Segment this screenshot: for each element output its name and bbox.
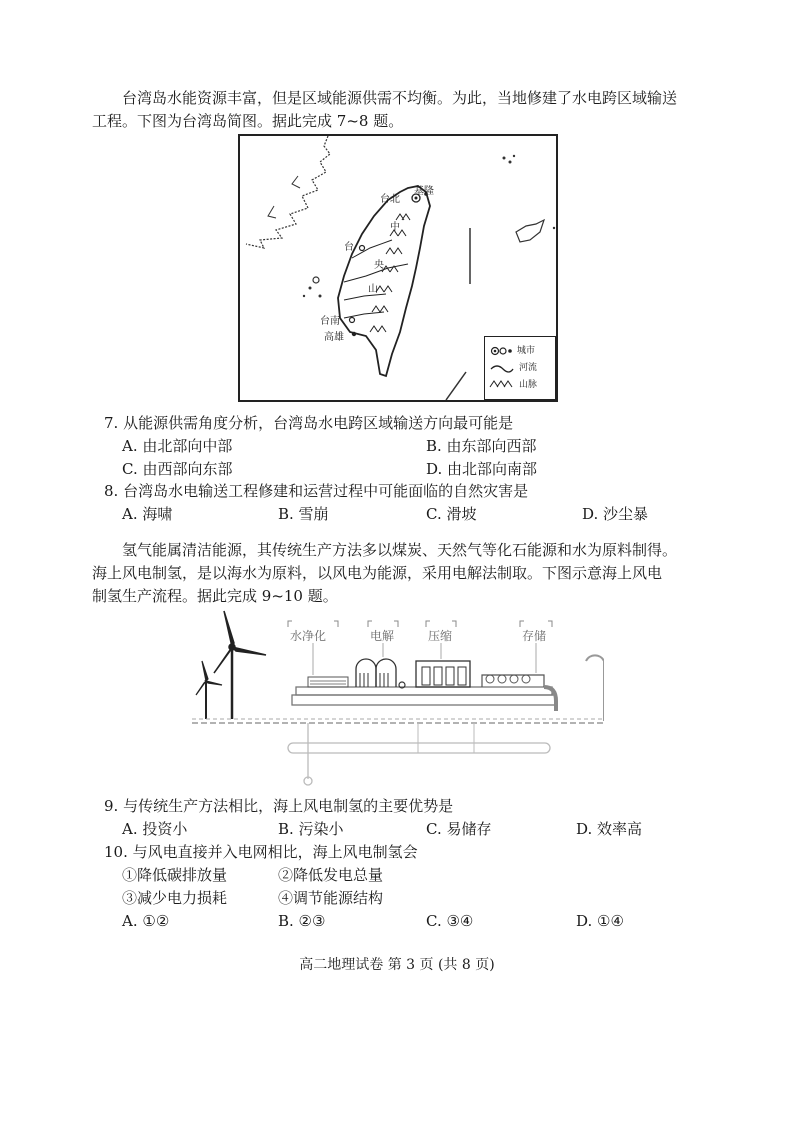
intro-text-line: 制氢生产流程。据此完成 9~10 题。 bbox=[92, 587, 338, 605]
map-label-mountain-1: 央 bbox=[374, 260, 384, 271]
step-storage: 存储 bbox=[522, 629, 547, 643]
question-7-stem: 7. 从能源供需角度分析，台湾岛水电跨区域输送方向最可能是 bbox=[104, 414, 514, 432]
question-10-statement-1: ①降低碳排放量 bbox=[122, 866, 228, 884]
map-label-gaoxiong: 高雄 bbox=[324, 332, 344, 343]
map-label-tainan: 台南 bbox=[320, 316, 340, 327]
question-8-option-a: A. 海啸 bbox=[122, 505, 173, 523]
question-9-option-d: D. 效率高 bbox=[576, 820, 643, 838]
question-9-option-a: A. 投资小 bbox=[122, 820, 188, 838]
question-7-option-b: B. 由东部向西部 bbox=[426, 437, 537, 455]
question-8-stem: 8. 台湾岛水电输送工程修建和运营过程中可能面临的自然灾害是 bbox=[104, 482, 529, 500]
question-7-option-d: D. 由北部向南部 bbox=[426, 460, 538, 478]
question-9-option-b: B. 污染小 bbox=[278, 820, 344, 838]
map-label-tai: 台 bbox=[344, 242, 354, 253]
legend-city-label: 城市 bbox=[517, 346, 536, 356]
map-label-mountain-2: 山 bbox=[368, 284, 378, 295]
question-7-option-c: C. 由西部向东部 bbox=[122, 460, 233, 478]
question-7-option-a: A. 由北部向中部 bbox=[122, 437, 233, 455]
intro-text-line: 氢气能属清洁能源，其传统生产方法多以煤炭、天然气等化石能源和水为原料制得。 bbox=[122, 541, 678, 559]
map-label-zhong: 中 bbox=[390, 222, 400, 233]
step-water-purification: 水净化 bbox=[290, 629, 327, 643]
intro-text-line: 工程。下图为台湾岛简图。据此完成 7~8 题。 bbox=[92, 112, 404, 130]
page-footer: 高二地理试卷 第 3 页 (共 8 页) bbox=[299, 957, 495, 973]
map-label-jilong: 基隆 bbox=[414, 186, 434, 197]
question-8-option-b: B. 雪崩 bbox=[278, 505, 329, 523]
question-10-option-a: A. ①② bbox=[122, 912, 170, 930]
intro-text-line: 海上风电制氢，是以海水为原料，以风电为能源，采用电解法制取。下图示意海上风电 bbox=[92, 564, 663, 582]
question-9-stem: 9. 与传统生产方法相比，海上风电制氢的主要优势是 bbox=[104, 797, 454, 815]
question-10-statement-4: ④调节能源结构 bbox=[278, 889, 384, 907]
step-electrolysis: 电解 bbox=[370, 629, 395, 643]
map-label-taibei: 台北 bbox=[380, 194, 400, 205]
hydrogen-flow-diagram bbox=[192, 603, 604, 793]
legend-river-label: 河流 bbox=[519, 363, 538, 373]
question-10-statement-3: ③减少电力损耗 bbox=[122, 889, 228, 907]
question-10-option-b: B. ②③ bbox=[278, 912, 326, 930]
question-10-statement-2: ②降低发电总量 bbox=[278, 866, 384, 884]
legend-mountain-label: 山脉 bbox=[519, 380, 538, 390]
question-10-stem: 10. 与风电直接并入电网相比，海上风电制氢会 bbox=[104, 843, 418, 861]
intro-text-line: 台湾岛水能资源丰富，但是区域能源供需不均衡。为此，当地修建了水电跨区域输送 bbox=[122, 89, 678, 107]
question-9-option-c: C. 易储存 bbox=[426, 820, 492, 838]
question-8-option-c: C. 滑坡 bbox=[426, 505, 477, 523]
map-legend bbox=[484, 336, 556, 400]
step-compression: 压缩 bbox=[428, 629, 453, 643]
question-10-option-d: D. ①④ bbox=[576, 912, 624, 930]
question-10-option-c: C. ③④ bbox=[426, 912, 474, 930]
question-8-option-d: D. 沙尘暴 bbox=[582, 505, 649, 523]
